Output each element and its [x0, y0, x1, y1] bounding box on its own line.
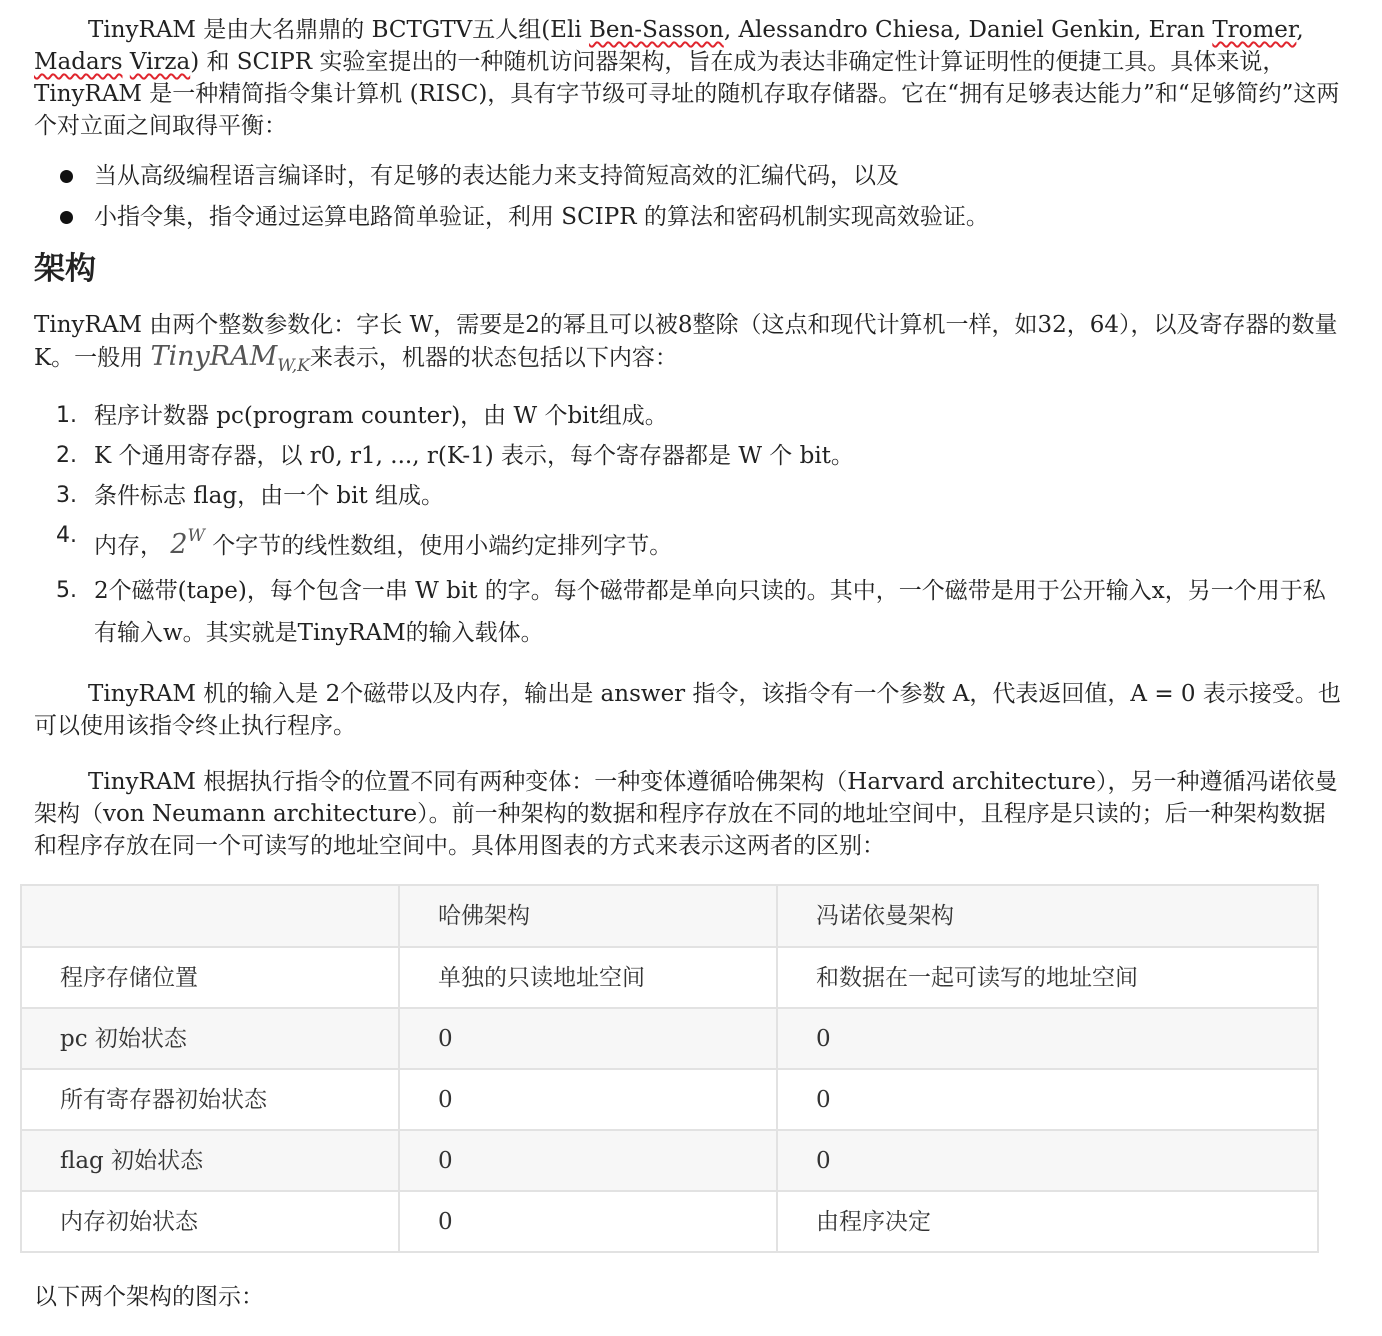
- list-item: [34, 400, 1342, 432]
- spellcheck-word-madars[interactable]: Madars: [34, 49, 123, 75]
- table-cell: 0: [777, 1008, 1318, 1069]
- table-cell: 所有寄存器初始状态: [21, 1069, 399, 1130]
- math-subscript: W,K: [277, 356, 310, 376]
- intro-text-3: ,: [1296, 17, 1304, 43]
- list-number: 1.: [56, 403, 77, 428]
- list-number: 4.: [56, 523, 77, 548]
- math-base: 2: [170, 529, 188, 560]
- table-header-row: [21, 885, 1318, 947]
- list-item: [34, 480, 1342, 512]
- table-cell: 0: [399, 1069, 777, 1130]
- table-row: [21, 1069, 1318, 1130]
- list-text: 程序计数器 pc(program counter)，由 W 个bit组成。: [94, 403, 668, 429]
- list-number: 5.: [56, 578, 77, 603]
- spellcheck-word-ben-sasson[interactable]: Ben-Sasson: [588, 17, 724, 43]
- list-number: 2.: [56, 443, 77, 468]
- arch-intro-text-after: 来表示，机器的状态包括以下内容：: [309, 345, 678, 371]
- list-item: [34, 520, 1342, 562]
- table-row: [21, 947, 1318, 1008]
- bullet-dot-icon: [60, 170, 73, 183]
- bullet-text: 当从高级编程语言编译时，有足够的表达能力来支持简短高效的汇编代码，以及: [94, 163, 899, 189]
- architecture-comparison-table: [20, 884, 1319, 1253]
- intro-text-2: , Alessandro Chiesa, Daniel Genkin, Eran: [723, 17, 1213, 43]
- list-text: 条件标志 flag，由一个 bit 组成。: [94, 483, 445, 509]
- figure-caption-intro: 以下两个架构的图示：: [34, 1284, 264, 1310]
- state-list: [34, 400, 1342, 654]
- list-item: [34, 570, 1342, 654]
- spellcheck-word-virza[interactable]: Virza: [129, 49, 191, 75]
- table-cell: 0: [777, 1069, 1318, 1130]
- table-cell: 0: [777, 1130, 1318, 1191]
- arch-intro-text-before: TinyRAM 由两个整数参数化：字长 W，需要是2的幂且可以被8整除（这点和现代计算机一样，如32，64），以及寄存器的数量K。一般用: [34, 312, 1338, 371]
- list-item: [34, 201, 1342, 233]
- list-text-before: 内存，: [94, 533, 171, 559]
- table-cell: pc 初始状态: [21, 1008, 399, 1069]
- spellcheck-word-tromer[interactable]: Tromer: [1212, 17, 1297, 43]
- list-number: 3.: [56, 483, 77, 508]
- bullet-text: 小指令集，指令通过运算电路简单验证，利用 SCIPR 的算法和密码机制实现高效验证。: [94, 204, 989, 230]
- section-heading: 架构: [34, 251, 96, 287]
- list-text: 2个磁带(tape)，每个包含一串 W bit 的字。每个磁带都是单向只读的。其中，一个磁带是用于公开输入x，另一个用于私有输入w。其实就是TinyRAM的输入载体。: [94, 578, 1326, 646]
- table-cell: flag 初始状态: [21, 1130, 399, 1191]
- intro-text-5: ) 和 SCIPR 实验室提出的一种随机访问器架构，旨在成为表达非确定性计算证明性的便捷工具。具体来说，TinyRAM 是一种精简指令集计算机 (RISC)，具有字节级可寻址的随机存取存储器。它在“拥有足够表达能力”和“足够简约”这两个对立面之间取得平衡：: [34, 49, 1340, 139]
- table-cell: 内存初始状态: [21, 1191, 399, 1252]
- table-cell: 程序存储位置: [21, 947, 399, 1008]
- list-item: [34, 160, 1342, 192]
- intro-paragraph: [34, 14, 1342, 142]
- math-formula: [170, 526, 205, 560]
- table-row: [21, 1008, 1318, 1069]
- table-cell: 0: [399, 1191, 777, 1252]
- table-header-cell: [21, 885, 399, 947]
- list-text: K 个通用寄存器，以 r0, r1, ..., r(K-1) 表示，每个寄存器都是 W 个 bit。: [94, 443, 854, 469]
- table-row: [21, 1191, 1318, 1252]
- list-text-after: 个字节的线性数组，使用小端约定排列字节。: [204, 533, 673, 559]
- list-item: [34, 440, 1342, 472]
- table-header-cell: 哈佛架构: [399, 885, 777, 947]
- math-formula: [150, 341, 310, 376]
- table-cell: 单独的只读地址空间: [399, 947, 777, 1008]
- intro-text-4: [123, 49, 130, 75]
- architecture-intro-paragraph: [34, 309, 1342, 382]
- table-row: [21, 1130, 1318, 1191]
- table-cell: 和数据在一起可读写的地址空间: [777, 947, 1318, 1008]
- intro-text-1: TinyRAM 是由大名鼎鼎的 BCTGTV五人组(Eli: [88, 17, 589, 43]
- math-main: TinyRAM: [150, 341, 278, 372]
- table-cell: 0: [399, 1008, 777, 1069]
- bullet-dot-icon: [60, 211, 73, 224]
- table-cell: 0: [399, 1130, 777, 1191]
- math-superscript: W: [187, 526, 205, 546]
- bullet-list: [34, 160, 1342, 233]
- variants-paragraph: TinyRAM 根据执行指令的位置不同有两种变体：一种变体遵循哈佛架构（Harvard architecture），另一种遵循冯诺依曼架构（von Neumann architecture）。前一种架构的数据和程序存放在不同的地址空间中，且程序是只读的；后一种架构数据和程序存放在同一个可读写的地址空间中。具体用图表的方式来表示这两者的区别：: [34, 769, 1338, 859]
- io-paragraph: TinyRAM 机的输入是 2个磁带以及内存，输出是 answer 指令，该指令有一个参数 A，代表返回值，A = 0 表示接受。也可以使用该指令终止执行程序。: [34, 681, 1341, 739]
- table-header-cell: 冯诺依曼架构: [777, 885, 1318, 947]
- table-cell: 由程序决定: [777, 1191, 1318, 1252]
